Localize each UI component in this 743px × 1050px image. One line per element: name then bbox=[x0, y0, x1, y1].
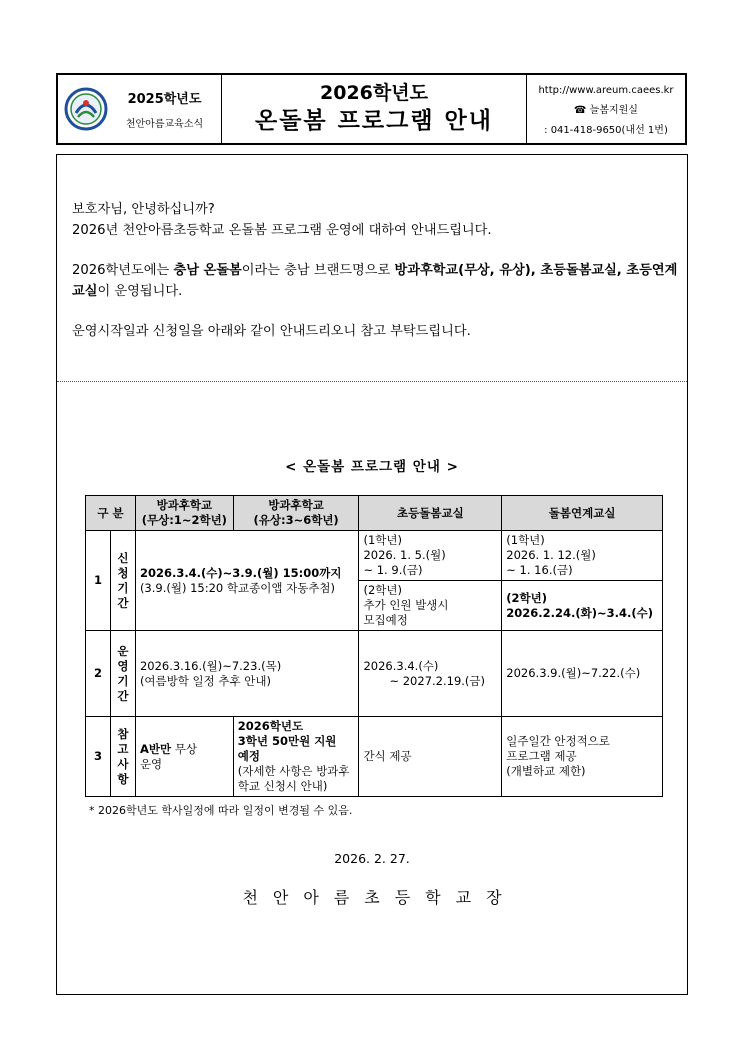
header-after-free: 방과후학교 (무상:1~2학년) bbox=[135, 496, 233, 531]
apply-care-first-grade: (1학년) 2026. 1. 5.(월) ~ 1. 9.(금) bbox=[359, 531, 502, 581]
program-list: 방과후학교(무상, 유상), 초등돌봄교실, 초등연계교실 bbox=[72, 263, 678, 299]
header-left bbox=[58, 75, 222, 143]
principal-signature: 천안아름초등학교장 bbox=[242, 888, 517, 907]
brand-name: 충남 온돌봄 bbox=[173, 263, 242, 278]
operation-linked: 2026.3.9.(월)~7.22.(수) bbox=[502, 631, 663, 717]
operation-after-school: 2026.3.16.(월)~7.23.(목) (여름방학 일정 추후 안내) bbox=[135, 631, 359, 717]
school-url[interactable]: http://www.areum.caees.kr bbox=[538, 85, 674, 96]
notes-linked: 일주일간 안정적으로 프로그램 제공 (개별하교 제한) bbox=[502, 717, 663, 797]
program-paragraph: 2026학년도에는 충남 온돌봄이라는 충남 브랜드명으로 방과후학교(무상, 유상), 초등돌봄교실, 초등연계교실이 운영됩니다. bbox=[72, 263, 678, 299]
intro-line: 2026년 천안아름초등학교 온돌봄 프로그램 운영에 대하여 안내드립니다. bbox=[72, 223, 492, 238]
table-row-apply bbox=[86, 531, 663, 581]
operation-care: 2026.3.4.(수) ~ 2027.2.19.(금) bbox=[359, 631, 502, 717]
notes-care: 간식 제공 bbox=[359, 717, 502, 797]
header-linked: 돌봄연계교실 bbox=[502, 496, 663, 531]
header-category: 구 분 bbox=[86, 496, 136, 531]
table-row-notes bbox=[86, 717, 663, 797]
greeting-line: 보호자님, 안녕하십니까? bbox=[72, 202, 215, 217]
row-number: 2 bbox=[86, 631, 111, 717]
title-year: 2026학년도 bbox=[320, 82, 428, 104]
newsletter-name: 천안아름교육소식 bbox=[125, 119, 204, 130]
notes-after-free: A반만 무상 운영 bbox=[135, 717, 233, 797]
school-emblem-icon bbox=[64, 87, 108, 131]
apply-period-after-school bbox=[135, 531, 359, 631]
office-phone: : 041-418-9650(내선 1번) bbox=[544, 125, 668, 136]
apply-period-sub: (3.9.(월) 15:20 학교종이앱 자동추첨) bbox=[139, 580, 336, 595]
row-number: 1 bbox=[86, 531, 111, 631]
apply-period-main: 2026.3.4.(수)~3.9.(월) 15:00까지 bbox=[139, 565, 342, 580]
row-number: 3 bbox=[86, 717, 111, 797]
row-label-notes: 참 고 사 항 bbox=[110, 717, 135, 797]
apply-care-second-grade: (2학년) 추가 인원 발생시 모집예정 bbox=[359, 581, 502, 631]
issue-date: 2026. 2. 27. bbox=[334, 851, 410, 866]
greeting-letter bbox=[72, 199, 682, 342]
document-header bbox=[56, 73, 687, 145]
program-table bbox=[85, 495, 663, 797]
office-name: ☎ 늘봄지원실 bbox=[574, 105, 638, 116]
row-label-operation: 운 영 기 간 bbox=[110, 631, 135, 717]
apply-linked-first-grade: (1학년) 2026. 1. 12.(월) ~ 1. 16.(금) bbox=[502, 531, 663, 581]
header-after-paid: 방과후학교 (유상:3~6학년) bbox=[233, 496, 359, 531]
notes-after-paid: 2026학년도 3학년 50만원 지원 예정 (자세한 사항은 방과후학교 신청시 안내) bbox=[233, 717, 359, 797]
row-label-apply: 신 청 기 간 bbox=[110, 531, 135, 631]
section-title: < 온돌봄 프로그램 안내 > bbox=[285, 459, 459, 475]
header-contact bbox=[527, 75, 685, 143]
apply-linked-second-grade: (2학년) 2026.2.24.(화)~3.4.(수) bbox=[502, 581, 663, 631]
dotted-divider bbox=[57, 381, 687, 382]
table-row-operation bbox=[86, 631, 663, 717]
header-care: 초등돌봄교실 bbox=[359, 496, 502, 531]
header-title-block bbox=[222, 75, 527, 143]
schedule-note: * 2026학년도 학사일정에 따라 일정이 변경될 수 있음. bbox=[89, 804, 353, 817]
page-title: 온돌봄 프로그램 안내 bbox=[255, 108, 493, 134]
table-header-row bbox=[86, 496, 663, 531]
header-year: 2025학년도 bbox=[127, 92, 202, 107]
document-body bbox=[56, 154, 688, 995]
reference-line: 운영시작일과 신청일을 아래와 같이 안내드리오니 참고 부탁드립니다. bbox=[72, 324, 471, 339]
